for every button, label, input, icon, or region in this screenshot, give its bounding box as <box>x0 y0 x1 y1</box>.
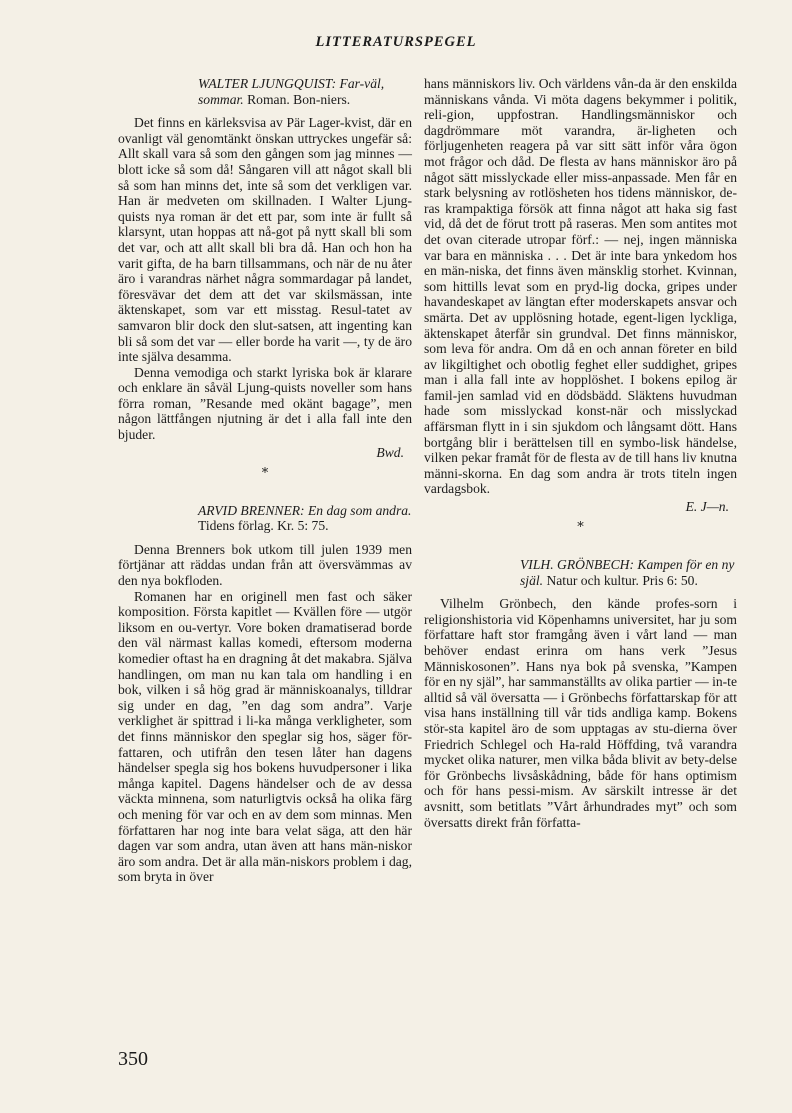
review-publisher: Natur och kultur. Pris 6: 50. <box>546 572 698 588</box>
paragraph: Denna Brenners bok utkom till julen 1939 men förtjänar att räddas undan från att översvämmas av den nya bokfloden. <box>118 541 412 589</box>
section-separator: * <box>261 465 269 481</box>
review-title: WALTER LJUNGQUIST: Far-väl, sommar. <box>198 76 385 107</box>
right-column <box>424 76 737 830</box>
review-title: VILH. GRÖNBECH: Kampen för en ny själ. <box>520 557 735 588</box>
paragraph: Det finns en kärleksvisa av Pär Lager-kvist, där en ovanligt väl genomtänkt önskan uttryckes ungefär så: Allt skall vara så som den gången som jag minnes — blott icke så som då! Sångaren vill att något skall bli så som han minns det, inte så som det verkligen var. Han är medveten om skillnaden. I Walter Ljung-quists nya roman är det ett par, som inte är fullt så klarsynt, utan hoppas att nå-got på nytt skall bli som det var, och att allt skall bli bra då. Han och hon ha varit gifta, de ha barn tillsammans, och när de nu åter äro i varandras närhet några sommardagar på landet, föresvävar det dem att det var skilsmässan, inte äktenskapet, som var ett misstag. Resul-tatet av samvaron blir dock den slut-satsen, att ingenting kan bli så som det var — eller borde ha varit —, ty de äro inte själva desamma. <box>118 115 412 365</box>
review-heading-ljungquist <box>118 76 412 107</box>
paragraph: Romanen har en originell men fast och säker komposition. Första kapitlet — Kvällen före — utgör liksom en ou-vertyr. Vore boken dramatiserad borde den väl närmast kallas komedi, eftersom moderna komedier oftast ha en dragning åt det makabra. Själva handlingen, om man nu kan tala om handling i en bok, vilken i så hög grad är människoanalys, tilldrar sig under en dag, ”en dag som andra”. Varje verklighet är spittrad i li-ka många verkligheter, som det finns människor den speglar sig hos, säger för-fattaren, och utifrån den tesen låter han dagens händelser spegla sig hos bokens huvudpersoner i lika många kapitel. Dagens händelser och de av dessa väckta minnena, som naturligtvis också ha olika färg och mening för var och en av dem som minnas. Men författaren har nog inte bara velat säga, att den här dagen var som andra, utan även att hans män-niskor äro som andra. Det är alla män-niskors problem i dag, som bryta in över <box>118 588 412 885</box>
left-column <box>118 76 412 885</box>
paragraph: Vilhelm Grönbech, den kände profes-sorn i religionshistoria vid Köpenhamns universitet, har ju som författare haft stor framgång även i vårt land — man behöver endast erinra om hans verk ”Jesus Människosonen”. Hans nya bok på svenska, ”Kampen för en ny själ”, har sammanställts av olika partier — in-te alltid så väl översatta — i Grönbechs författarskap för att visa hans inställning till vår tids andliga kamp. Bokens stör-sta kapitel äro de som upptagas av stu-dierna över Friedrich Schlegel och Ha-rald Höffding, två varandra mycket olika naturer, men vilka båda blivit av bety-delse för Grönbechs livsåskådning, både för hans optimism och för hans pessi-mism. Av särskilt intresse är det avsnitt, som betitlats ”Vårt århundrades myt” och som översatts direkt från författa- <box>424 596 737 830</box>
review-title: ARVID BRENNER: En dag som andra. <box>198 502 412 518</box>
review-heading-gronbech <box>424 557 737 588</box>
signature: E. J—n. <box>685 499 729 515</box>
paragraph-continued: hans människors liv. Och världens vån-da är den enskilda människans vånda. Vi möta dagens bekymmer i politik, reli-gion, uppfostran. Handlingsmänniskor och dagdrömmare möt varandra, är-ligheten och förljugenheten reagera på var sitt sätt inför våra ögon mot frågor och dåd. De flesta av hans människor äro på något sätt misslyckade eller miss-anpassade. Men får en stark belysning av rotlösheten hos tidens människor, de-ras krampaktiga försök att finna något att haka sig fast vid, då det de förut trott på raseras. Men som antites mot det ovan citerade utropar förf.: — nej, ingen människa var bara en människa . . . Det är inte bara ynkedom hos en män-niska, det finns även mänsklig storhet. Kvinnan, som hittills levat som en pryd-lig docka, gripes under havandeskapet av längtan efter moderskapets ansvar och smärta. Det av upplösning hotade, egent-ligen lyckliga, äktenskapet återfår sin grundval. Det finns människor, som leva för andra. Om då en och annan företer en bild av likgiltighet och obotlig feghet eller suddighet, gripes man i alla fall inte av hopplöshet. I bokens epilog är famil-jen samlad vid en dödsbädd. Släktens huvudman hade som misslyckad konst-när och misslyckad affärsman flytt in i sin sjukdom och långsamt dött. Hans bortgång blir i berättelsen till en symbo-lisk händelse, vilken pekar framåt för de flesta av de till hans liv knutna männi-skorna. En dag som andra är trots titeln ingen vardagsbok. <box>424 76 737 497</box>
section-separator: * <box>577 520 584 536</box>
page-number: 350 <box>118 1048 148 1070</box>
signature: Bwd. <box>376 444 404 460</box>
review-heading-brenner <box>118 503 412 534</box>
running-header: LITTERATURSPEGEL <box>315 34 477 50</box>
paragraph: Denna vemodiga och starkt lyriska bok är klarare och enklare än såväl Ljung-quists noveller som hans förra roman, ”Resande med okänt bagage”, men någon lättfången njutning är det i alla fall inte den bjuder. <box>118 364 412 443</box>
review-publisher: Tidens förlag. Kr. 5: 75. <box>198 518 329 534</box>
review-publisher: Roman. Bon-niers. <box>247 91 351 107</box>
